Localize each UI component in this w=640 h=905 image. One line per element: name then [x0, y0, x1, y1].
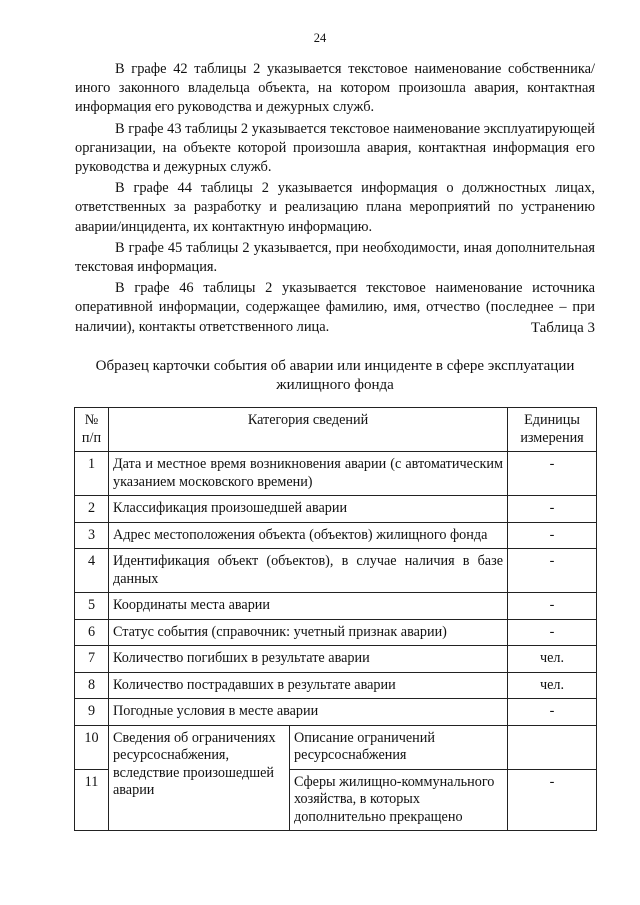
- row-category: Количество погибших в результате аварии: [109, 646, 508, 673]
- row-category: Координаты места аварии: [109, 593, 508, 620]
- row-num: 8: [75, 672, 109, 699]
- row-unit: [508, 725, 597, 769]
- table-row: [75, 452, 597, 496]
- row-category: Количество пострадавших в результате аварии: [109, 672, 508, 699]
- paragraph: В графе 43 таблицы 2 указывается текстовое наименование эксплуатирующей организации, на объекте которой произошла авария, контактная информация его руководства и дежурных служб.: [75, 120, 595, 176]
- row-unit: -: [508, 549, 597, 593]
- row-num: 7: [75, 646, 109, 673]
- table-header-row: [75, 408, 597, 452]
- table-row: [75, 725, 597, 769]
- body-text: [75, 60, 595, 339]
- row-num: 9: [75, 699, 109, 726]
- table-caption: Таблица 3: [530, 320, 595, 336]
- row-unit: -: [508, 593, 597, 620]
- row-unit: -: [508, 769, 597, 831]
- row-num: 4: [75, 549, 109, 593]
- row-num: 3: [75, 522, 109, 549]
- row-num: 10: [75, 725, 109, 769]
- row-unit: -: [508, 522, 597, 549]
- header-category: Категория сведений: [109, 408, 508, 452]
- row-unit: -: [508, 699, 597, 726]
- row-unit: -: [508, 452, 597, 496]
- table-row: [75, 619, 597, 646]
- row-num: 1: [75, 452, 109, 496]
- paragraph: В графе 46 таблицы 2 указывается текстовое наименование источника оперативной информации, содержащее фамилию, имя, отчество (последнее – при наличии), контакты ответственного лица.: [75, 280, 595, 335]
- page-number: 24: [313, 31, 327, 45]
- row-subcategory: Сферы жилищно-коммунального хозяйства, в которых дополнительно прекращено: [290, 769, 508, 831]
- table-row: [75, 496, 597, 523]
- row-category: Идентификация объект (объектов), в случае наличия в базе данных: [109, 549, 508, 593]
- table-row: [75, 646, 597, 673]
- row-category: Классификация произошедшей аварии: [109, 496, 508, 523]
- row-unit: -: [508, 619, 597, 646]
- row-num: 2: [75, 496, 109, 523]
- table-title: Образец карточки события об аварии или инциденте в сфере эксплуатации жилищного фонда: [95, 358, 575, 393]
- table-row: [75, 699, 597, 726]
- header-num: № п/п: [75, 408, 109, 452]
- row-category: Статус события (справочник: учетный признак аварии): [109, 619, 508, 646]
- row-num: 11: [75, 769, 109, 831]
- row-category: Дата и местное время возникновения аварии (с автоматическим указанием московского времени): [109, 452, 508, 496]
- row-subcategory: Описание ограничений ресурсоснабжения: [290, 725, 508, 769]
- header-unit: Единицы измерения: [508, 408, 597, 452]
- paragraph: В графе 44 таблицы 2 указывается информация о должностных лицах, ответственных за разработку и реализацию плана мероприятий по устранению аварии/инцидента, их контактную информацию.: [75, 180, 595, 235]
- table-row: [75, 549, 597, 593]
- paragraph: В графе 45 таблицы 2 указывается, при необходимости, иная дополнительная текстовая информация.: [75, 239, 595, 276]
- paragraph: В графе 42 таблицы 2 указывается текстовое наименование собственника/иного законного владельца объекта, на котором произошла авария, контактная информация его руководства и дежурных служб.: [75, 61, 595, 116]
- row-num: 5: [75, 593, 109, 620]
- table-row: [75, 593, 597, 620]
- row-category: Погодные условия в месте аварии: [109, 699, 508, 726]
- group-label: Сведения об ограничениях ресурсоснабжения, вследствие произошедшей аварии: [109, 725, 290, 831]
- row-num: 6: [75, 619, 109, 646]
- table-row: [75, 522, 597, 549]
- row-unit: чел.: [508, 646, 597, 673]
- table-row: [75, 672, 597, 699]
- row-unit: чел.: [508, 672, 597, 699]
- row-category: Адрес местоположения объекта (объектов) жилищного фонда: [109, 522, 508, 549]
- row-unit: -: [508, 496, 597, 523]
- event-card-table: [74, 407, 597, 831]
